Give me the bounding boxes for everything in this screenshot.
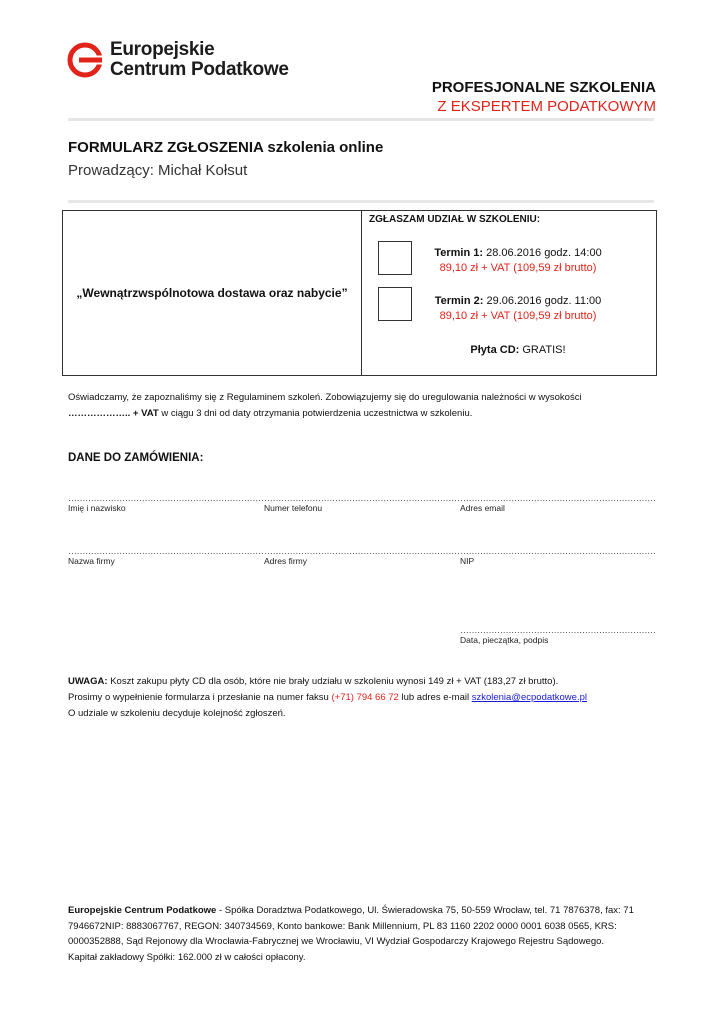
header-line-2: Z EKSPERTEM PODATKOWYM [437, 98, 656, 115]
company-logo-text: Europejskie Centrum Podatkowe [110, 39, 289, 80]
company-logo-icon [68, 43, 102, 77]
field-label: Numer telefonu [264, 503, 323, 513]
field-label: Imię i nazwisko [68, 503, 126, 513]
field-label: Nazwa firmy [68, 556, 115, 566]
signature-field[interactable]: …………………………………………………………… Data, pieczątka, podpis [460, 625, 656, 645]
company-address-field[interactable]: …………………………………………………………… Adres firmy [264, 546, 460, 566]
notes-section: UWAGA: Koszt zakupu płyty CD dla osób, które nie brały udziału w szkoleniu wynosi 149 zł + VAT (183,27 zł brutto). Prosimy o wypełnienie formularza i przesłanie na numer faksu (+71) 794 66 72 lub adres e-mail szkolenia@ecpodatkowe.pl O udziale w szkoleniu decyduje kolejność zgłoszeń. [68, 676, 587, 719]
form-title: FORMULARZ ZGŁOSZENIA szkolenia online [68, 139, 384, 156]
register-heading: ZGŁASZAM UDZIAŁ W SZKOLENIU: [369, 214, 541, 225]
field-label: Adres firmy [264, 556, 307, 566]
term2-info: Termin 2: 29.06.2016 godz. 11:00 89,10 zł + VAT (109,59 zł brutto) [434, 295, 602, 322]
registration-cell [362, 211, 657, 376]
term1-info: Termin 1: 28.06.2016 godz. 14:00 89,10 zł + VAT (109,59 zł brutto) [434, 247, 602, 274]
email-link[interactable]: szkolenia@ecpodatkowe.pl [471, 692, 587, 703]
term2-checkbox[interactable] [378, 287, 412, 321]
email-field[interactable]: …………………………………………………………… Adres email [460, 493, 656, 513]
cd-info: Płyta CD: GRATIS! [470, 344, 566, 356]
nip-field[interactable]: …………………………………………………………… NIP [460, 546, 656, 566]
field-label: Adres email [460, 503, 505, 513]
divider [68, 200, 654, 203]
field-label: Data, pieczątka, podpis [460, 635, 549, 645]
company-name-field[interactable]: …………………………………………………………… Nazwa firmy [68, 546, 264, 566]
divider [68, 118, 654, 121]
fax-number: (+71) 794 66 72 [331, 692, 399, 703]
order-heading: DANE DO ZAMÓWIENIA: [68, 452, 204, 464]
field-label: NIP [460, 556, 475, 566]
declaration-text: Oświadczamy, że zapoznaliśmy się z Regulaminem szkoleń. Zobowiązujemy się do uregulowania należności w wysokości ……………….. + VAT w ciągu 3 dni od daty otrzymania potwierdzenia uczestnictwa w szkoleniu. [68, 392, 582, 419]
header-line-1: PROFESJONALNE SZKOLENIA [431, 79, 656, 96]
name-field[interactable]: …………………………………………………………… Imię i nazwisko [68, 493, 264, 513]
footer: Europejskie Centrum Podatkowe - Spółka Doradztwa Podatkowego, Ul. Świeradowska 75, 50-559 Wrocław, tel. 71 7876378, fax: 71 7946672NIP: 8883067767, REGON: 340734569, Konto bankowe: Bank Millennium, PL 83 1160 2202 0000 0001 6038 0565, KRS: 0000352888, Sąd Rejonowy dla Wrocławia-Fabrycznej we Wrocławiu, VI Wydział Gospodarczy Krajowego Rejestru Sądowego. Kapitał zakładowy Spółki: 162.000 zł w całości opłacony. [68, 905, 634, 963]
term1-checkbox[interactable] [378, 241, 412, 275]
trainer-name: Prowadzący: Michał Kołsut [68, 162, 248, 179]
course-table [62, 210, 657, 376]
phone-field[interactable]: …………………………………………………………… Numer telefonu [264, 493, 460, 513]
course-name: „Wewnątrzwspólnotowa dostawa oraz nabycie” [63, 211, 362, 376]
